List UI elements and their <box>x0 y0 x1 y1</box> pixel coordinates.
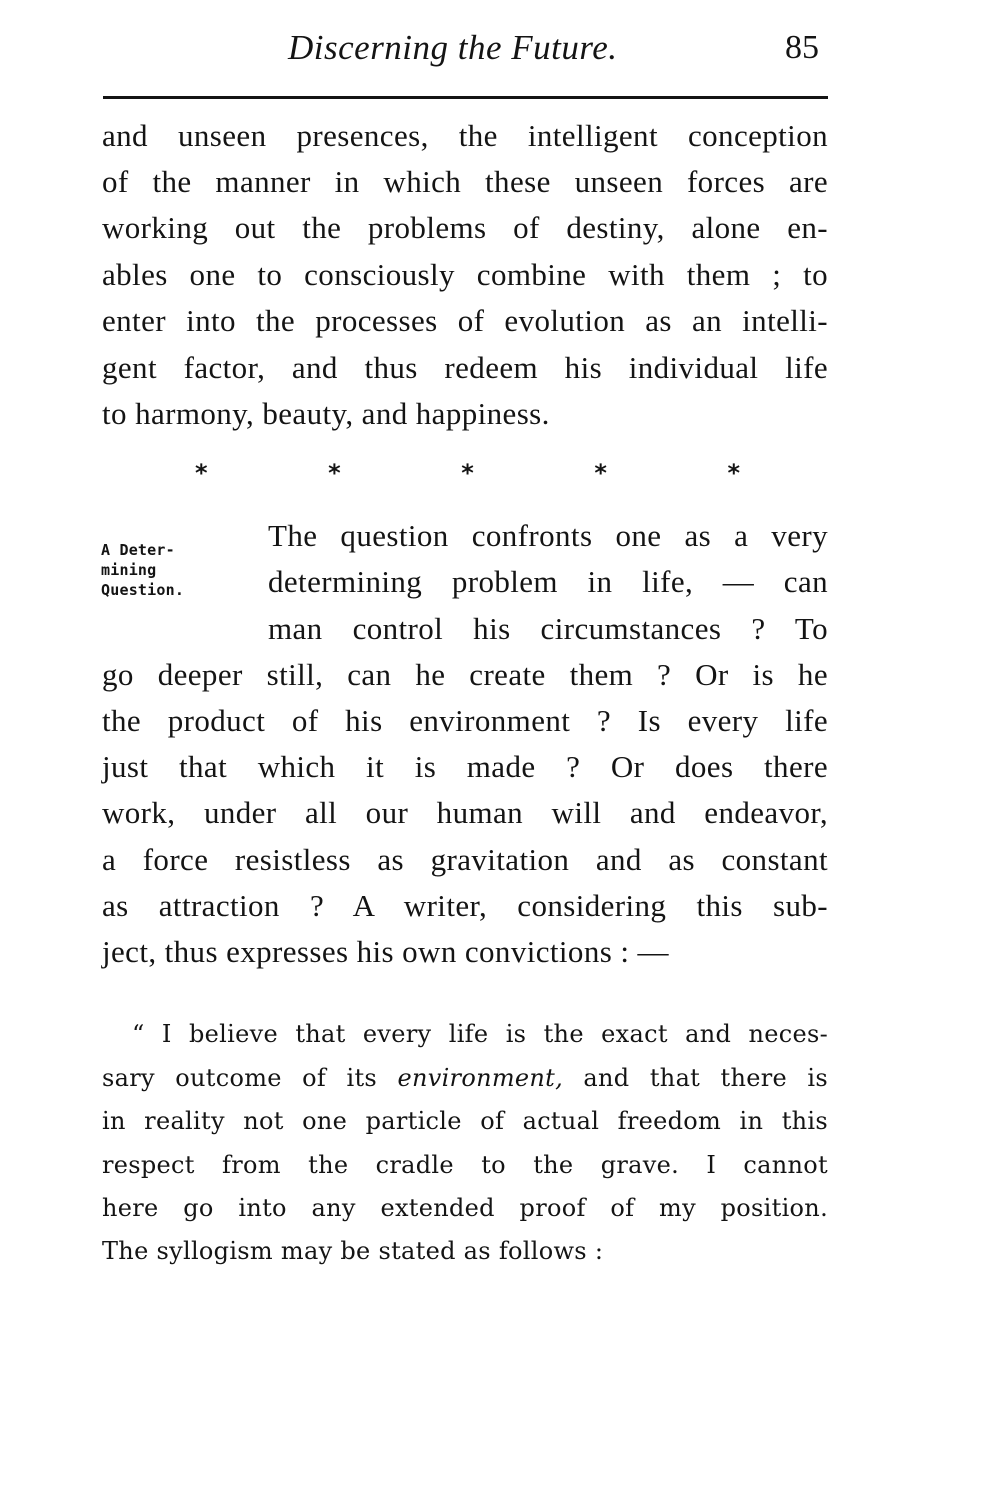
text-line: The question confronts one as a very <box>268 518 828 553</box>
quote-line: in reality not one particle of actual freedom in this <box>102 1107 828 1135</box>
text-line: of the manner in which these unseen forces are <box>102 164 828 199</box>
page-number: 85 <box>785 29 819 66</box>
section-break <box>195 458 740 488</box>
asterism-star: * <box>594 459 607 487</box>
text-line: the product of his environment ? Is every life <box>102 703 828 738</box>
text-line: ables one to consciously combine with them ; to <box>102 257 828 292</box>
text-line: and unseen presences, the intelligent conception <box>102 118 828 153</box>
quote-line <box>102 1063 828 1093</box>
margin-note-line: A Deter- <box>101 541 175 559</box>
text-line: man control his circumstances ? To <box>268 611 828 646</box>
quote-text: sary outcome of its <box>102 1064 398 1092</box>
running-title: Discerning the Future. <box>288 28 618 67</box>
margin-note <box>101 540 184 600</box>
text-line: just that which it is made ? Or does there <box>102 749 828 784</box>
text-line: working out the problems of destiny, alone en- <box>102 210 828 245</box>
asterism-star: * <box>461 459 474 487</box>
margin-note-line: Question. <box>101 581 185 599</box>
text-line: gent factor, and thus redeem his individual life <box>102 350 828 385</box>
text-line: as attraction ? A writer, considering this sub- <box>102 888 828 923</box>
text-line: a force resistless as gravitation and as constant <box>102 842 828 877</box>
margin-note-line: mining <box>101 561 157 579</box>
quote-text: and that there is <box>563 1064 829 1092</box>
text-line: to harmony, beauty, and happiness. <box>102 396 550 431</box>
header-rule <box>103 96 828 99</box>
text-line: go deeper still, can he create them ? Or is he <box>102 657 828 692</box>
asterism-star: * <box>328 459 341 487</box>
text-line: ject, thus expresses his own convictions : — <box>102 934 669 969</box>
quote-line: “ I believe that every life is the exact and neces- <box>132 1020 828 1048</box>
quote-line: respect from the cradle to the grave. I cannot <box>102 1151 828 1179</box>
asterism-star: * <box>195 459 208 487</box>
quote-line: here go into any extended proof of my position. <box>102 1194 828 1222</box>
asterism-star: * <box>727 459 740 487</box>
quote-line: The syllogism may be stated as follows : <box>102 1237 604 1265</box>
text-line: determining problem in life, — can <box>268 564 828 599</box>
text-line: enter into the processes of evolution as an intelli- <box>102 303 828 338</box>
quote-italic-word: environment, <box>397 1064 564 1092</box>
text-line: work, under all our human will and endeavor, <box>102 795 828 830</box>
